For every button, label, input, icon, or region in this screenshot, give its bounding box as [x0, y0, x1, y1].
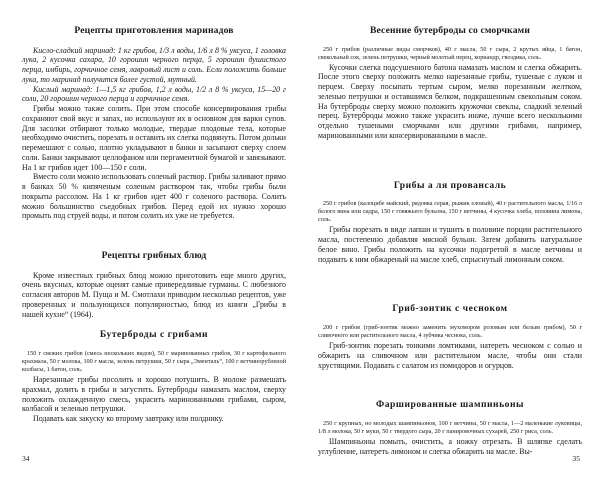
heading-spring-sandwiches-morels: Весенние бутерброды со сморчками: [369, 25, 531, 36]
heading-parasol-mushroom-garlic: Гриб-зонтик с чесноком: [392, 303, 508, 315]
heading-stuffed-champignons: Фаршированные шампиньоны: [376, 399, 524, 411]
paragraph-parasol-method: Гриб-зонтик порезать тонкими ломтиками, натереть чесноком с солью и обжарить на сливочном или растительном масле, чтобы они стали хрустящими. Подавать с салатом из помидоров и огурцов.: [318, 341, 582, 370]
paragraph-sandwiches-serving: Подавать как закуску ко второму завтраку или полднику.: [33, 414, 224, 424]
heading-sandwiches-with-mushrooms: Бутерброды с грибами: [99, 329, 209, 341]
paragraph-text: Кисло-сладкий маринад: 1 кг грибов, 1/3 л воды, 1/6 л 8 % уксуса, 1 головка лука, 2 кусочка сахара, 10 горошин черного перца, 5 горошин душистого перца, имбирь, горчичное семя, лавровый лист и соль. Если положить больше лука, то маринад получится более густой, мутный.: [22, 45, 286, 84]
page-right: [300, 0, 600, 477]
page-number-right: 35: [572, 454, 580, 463]
section-spacer: [318, 264, 582, 304]
paragraph-provencale-method: Грибы порезать в виде лапши и тушить в половине порции растительного масла, постепенно добавляя мясной бульон. Затем добавить натуральное белое вино. Грибы положить на кусочки подогретой в масле ветчины и подавать к ним обжареный на масле хлеб, спрыснутый лимонным соком.: [318, 225, 582, 264]
paragraph-sweet-sour-marinade: [22, 46, 286, 85]
paragraph-brine-method: Вместо соли можно использовать соленый раствор. Грибы заливают прямо в банках 50 % кипяченым соленым раствором так, чтобы грибы были покрыты рассолом. На 1 кг грибов идет 400 г соленого раствора. Солить можно большинство съедобных грибов. Перед едой их нужно хорошо промыть под струей воды, и потом солить их уже не требуется.: [22, 172, 286, 221]
section-spacer: [318, 141, 582, 181]
heading-mushrooms-a-la-provencale: Грибы а ля провансаль: [393, 179, 507, 191]
ingredients-spring-sandwiches-morels: 250 г грибов (различные виды сморчков), 40 г масла, 50 г сыра, 2 крутых яйца, 1 батон, свекольный сок, зелень петрушки, черный молотый перец, кориандр, гвоздика, соль.: [318, 45, 582, 61]
section-spacer: [318, 370, 582, 400]
paragraph-sour-marinade: [22, 85, 286, 105]
ingredients-parasol-mushroom-garlic: 200 г грибов (гриб-зонтик можно заменить мухомором розовым или белым грибом), 50 г сливочного или растительного масла, 4 зубчика чеснока, соль.: [318, 323, 582, 340]
ingredients-sandwiches-with-mushrooms: 150 г свежих грибов (смесь нескольких видов), 50 г маринованных грибов, 30 г картофельного крахмала, 50 г молока, 100 г масла, зелень петрушки, 50 г сыра „Эменталь“, 100 г ветчинорубленой колбасы, 1 батон, соль.: [22, 349, 286, 374]
paragraph-stuffed-champignons-method: Шампиньоны помыть, очистить, а ножку отрезать. В шляпке сделать углубление, натереть лимоном и слегка обжарить на масле. Вы-: [318, 437, 582, 456]
paragraph-salting-method: Грибы можно также солить. При этом способе консервирования грибы сохраняют свой вкус и запах, но используют их в основном для варки супов. Для засолки отбирают только молодые, твердые плодовые тела, которые необходимо очистить, порезать и оставить их слегка подвянуть. Потом дольки перемешают с солью, плотно укладывают в банки и засыпают сверху слоем соли. Банки закрывают целлофаном или пергаментной бумагой и завязывают. На 1 кг грибов идет 100—150 г соли.: [22, 104, 286, 172]
heading-mushroom-dishes: Рецепты грибных блюд: [101, 250, 207, 262]
paragraph-text: Кислый маринад: 1—1,5 кг грибов, 1,2 л воды, 1/2 л 8 % уксуса, 15—20 г соли, 20 горошин черного перца и горчичное семя.: [22, 84, 286, 104]
paragraph-spring-sandwiches-method: Кусочки слегка подсушенного батона намазать маслом и слегка обжарить. После этого сверху положить мелко нарезанные грибы, тушеные с луком и перцем. Сверху посыпать тертым сыром, мелко порезанным желтком, зеленью петрушки и оставшимся белком, подкрашенным свекольным соком. На бутерброды сверху можно положить кружочки свеклы, сладкий зеленый перец. Бутерброды можно также украсить иначе, лучше всего несколькими отдельно тушеными сморчками или другими грибами, например, маринованными или консервированными в масле.: [318, 62, 582, 140]
section-spacer: [22, 221, 286, 251]
paragraph-sandwiches-method: Нарезанные грибы посолить и хорошо потушить. В молоке размешать крахмал, долить в грибы и загустить. Бутерброды намазать маслом, сверху положить охлажденную смесь, украсить маринованными грибами, сыром, колбасой и зеленью петрушки.: [22, 375, 286, 414]
ingredients-stuffed-champignons: 250 г крупных, но молодых шампиньонов, 100 г ветчины, 50 г масла, 1—2 маленькие луковицы, 1/8 л молока, 50 г муки, 50 г твердого сыра, 20 г панировочных сухарей, 250 г риса, соль.: [318, 419, 582, 435]
heading-marinades: Рецепты приготовления маринадов: [74, 25, 234, 36]
page-number-left: 34: [22, 454, 30, 463]
ingredients-mushrooms-a-la-provencale: 250 г грибов (калоцибе майский, рядовка серая, рыжик еловый), 40 г растительного масла, 1/16 л белого вина или сидра, 150 г говяжьего бульона, 150 г ветчины, 4 кусочка хлеба, половина лимона, соль.: [318, 200, 582, 224]
paragraph-dishes-intro: Кроме известных грибных блюд можно приготовить еще много других, очень вкусных, которые оценят самые привередливые гурманы. С любезного согласия авторов М. Пуща и М. Смотлахи приводим несколько рецептов, уже проверенных и пользующихся популярностью, блюд из книги „Грибы в нашей кухне“ (1964).: [22, 270, 286, 319]
